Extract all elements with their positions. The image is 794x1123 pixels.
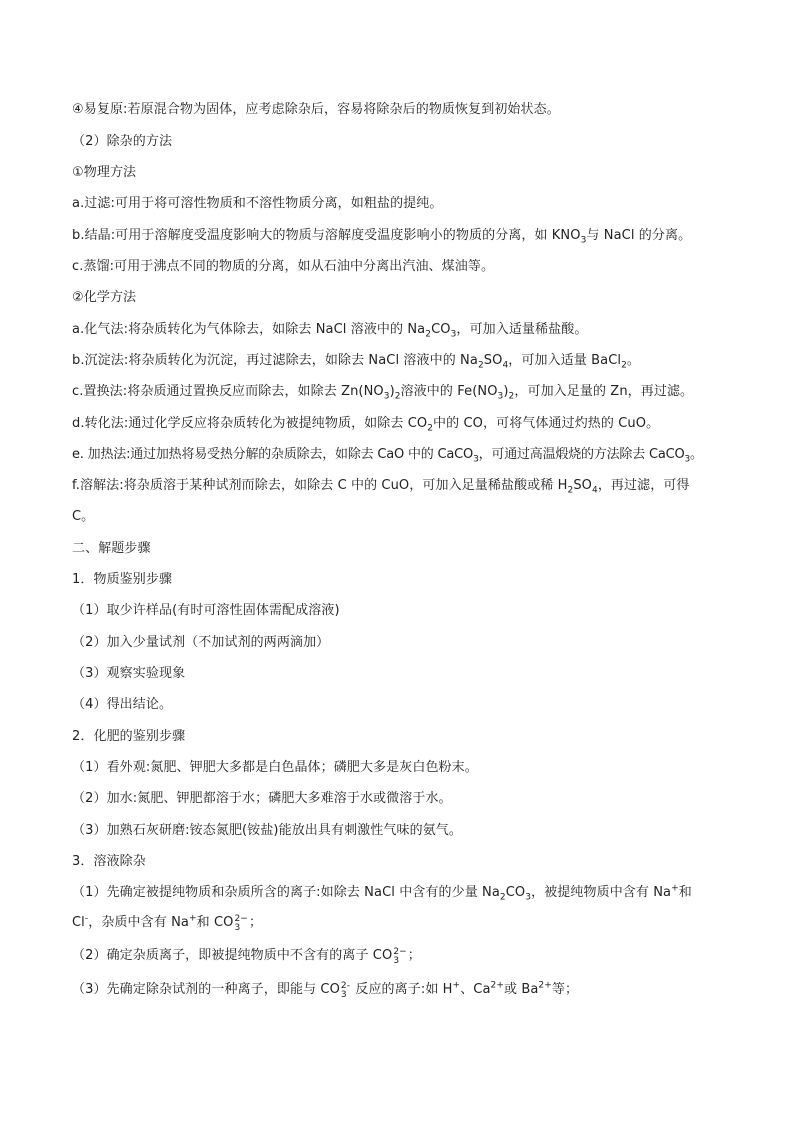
step-item: （1）取少许样品(有时可溶性固体需配成溶液) xyxy=(72,603,340,618)
step-item: （4）得出结论。 xyxy=(72,697,173,712)
step-item: （3）加熟石灰研磨:铵态氮肥(铵盐)能放出具有刺激性气味的氨气。 xyxy=(72,823,462,838)
step-item: （1）看外观:氮肥、钾肥大多都是白色晶体；磷肥大多是灰白色粉末。 xyxy=(72,760,478,775)
text-line-precipitation-method: b.沉淀法:将杂质转化为沉淀，再过滤除去，如除去 NaCl 溶液中的 $Na_2SO_4$，可加入适量 BaCl$_2$。 xyxy=(72,353,641,371)
text-line-gas-method: a.化气法:将杂质转化为气体除去，如除去 NaCl 溶液中的 $Na_2CO_3$，可加入适量稀盐酸。 xyxy=(72,322,588,340)
heading-identification-steps: 1．物质鉴别步骤 xyxy=(72,572,173,587)
step-item: （2）加入少量试剂（不加试剂的两两滴加） xyxy=(72,635,330,650)
heading-fertilizer-identification: 2．化肥的鉴别步骤 xyxy=(72,729,186,744)
text-line-conversion-method: d.转化法:通过化学反应将杂质转化为被提纯物质，如除去 $CO_2$中的 CO，可将气体通过灼热的 CuO。 xyxy=(72,416,660,434)
step-item: （3）先确定除杂试剂的一种离子，即能与 CO 2- 3 反应的离子:如 H+、$Ca^{2+}$或 $Ba^{2+}$等； xyxy=(72,980,579,1000)
text-line-restore: ④易复原:若原混合物为固体，应考虑除杂后，容易将除杂后的物质恢复到初始状态。 xyxy=(72,102,560,117)
text-line-filtration: a.过滤:可用于将可溶性物质和不溶性物质分离，如粗盐的提纯。 xyxy=(72,196,443,211)
ion-charge-subscript: 2− 3 xyxy=(393,947,407,966)
text-line-distillation: c.蒸馏:可用于沸点不同的物质的分离，如从石油中分离出汽油、煤油等。 xyxy=(72,259,495,274)
text-line-crystallization: b.结晶:可用于溶解度受温度影响大的物质与溶解度受温度影响小的物质的分离，如 $KNO_3$与 NaCl 的分离。 xyxy=(72,228,692,246)
text-line-dissolution-continued: C。 xyxy=(72,509,95,524)
step-item: （3）观察实验现象 xyxy=(72,666,186,681)
heading-physical-methods: ①物理方法 xyxy=(72,165,137,180)
heading-solution-impurity-removal: 3．溶液除杂 xyxy=(72,854,146,869)
heading-removal-methods: （2）除杂的方法 xyxy=(72,134,173,149)
text-line-heating-method: e. 加热法:通过加热将易受热分解的杂质除去，如除去 CaO 中的 CaCO$_3$，可通过高温煅烧的方法除去 CaCO$_3$。 xyxy=(72,447,703,465)
text-line-dissolution-method: f.溶解法:将杂质溶于某种试剂而除去，如除去 C 中的 CuO，可加入足量稀盐酸或稀 $H_2SO_4$，再过滤，可得 xyxy=(72,478,690,496)
heading-chemical-methods: ②化学方法 xyxy=(72,290,137,305)
text-line-displacement-method: c.置换法:将杂质通过置换反应而除去，如除去 $Zn(NO_3)_2$溶液中的 $Fe(NO_3)_2$，可加入足量的 Zn，再过滤。 xyxy=(72,384,694,402)
step-item: （2）加水:氮肥、钾肥都溶于水；磷肥大多难溶于水或微溶于水。 xyxy=(72,791,452,806)
ion-charge-subscript: 2- 3 xyxy=(340,981,351,1000)
section-heading-solving-steps: 二、解题步骤 xyxy=(72,541,151,556)
step-item: （1）先确定被提纯物质和杂质所含的离子:如除去 NaCl 中含有的少量 $Na_2CO_3$，被提纯物质中含有 Na+和 xyxy=(72,883,692,903)
step-item: （2）确定杂质离子，即被提纯物质中不含有的离子 CO 2− 3 ； xyxy=(72,947,421,966)
ion-charge-subscript: 2− 3 xyxy=(234,914,248,933)
step-item-continued: Cl-，杂质中含有 Na+和 CO 2− 3 ； xyxy=(72,913,263,933)
